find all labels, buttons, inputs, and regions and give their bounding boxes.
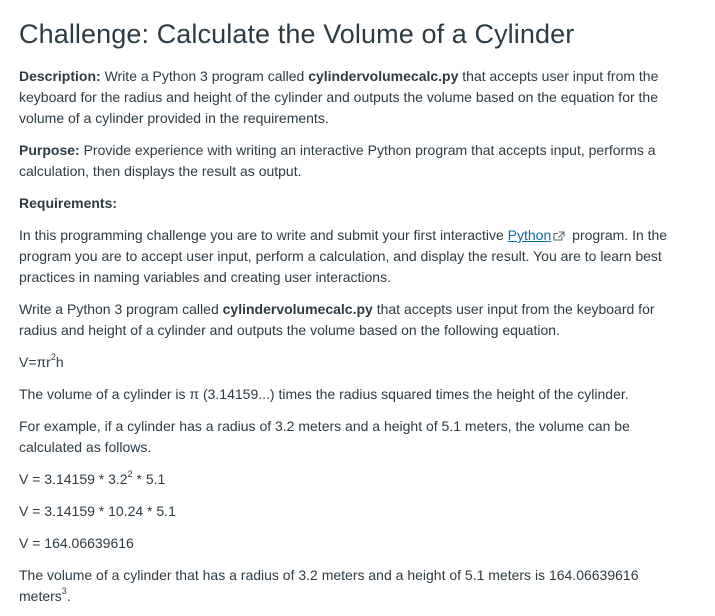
- description-paragraph: Description: Write a Python 3 program called cylindervolumecalc.py that accepts user input from the keyboard for the radius and height of the cylinder and outputs the volume based on the equation for the volume of a cylinder provided in the requirements.: [19, 68, 659, 126]
- requirements-intro-paragraph: In this programming challenge you are to write and submit your first interactive Python program. In the program you are to accept user input, perform a calculation, and display the result. You are to learn best practices in naming variables and creating user interactions.: [19, 227, 668, 285]
- calculation-step-1: $V = 3.14159 * 3.2^2 * 5.1$: [19, 469, 166, 487]
- description-filename: cylindervolumecalc.py: [308, 68, 459, 84]
- program-filename: cylindervolumecalc.py: [222, 301, 373, 317]
- description-label: Description:: [19, 68, 101, 84]
- example-intro-paragraph: For example, if a cylinder has a radius of 3.2 meters and a height of 5.1 meters, the volume can be calculated as follows.: [19, 418, 630, 455]
- explanation-paragraph: The volume of a cylinder is π (3.14159...) times the radius squared times the height of the cylinder.: [19, 386, 629, 402]
- calculation-step-2: V = 3.14159 * 10.24 * 5.1: [19, 503, 176, 519]
- requirements-heading: Requirements:: [19, 195, 118, 211]
- purpose-paragraph: Purpose: Provide experience with writing an interactive Python program that accepts input, performs a calculation, then displays the result as output.: [19, 142, 656, 179]
- program-paragraph: Write a Python 3 program called cylindervolumecalc.py that accepts user input from the keyboard for radius and height of a cylinder and outputs the volume based on the following equation.: [19, 301, 655, 338]
- conclusion-paragraph: The volume of a cylinder that has a radius of 3.2 meters and a height of 5.1 meters is 164.06639616 meters$^3$.: [19, 567, 639, 604]
- calculation-step-3: V = 164.06639616: [19, 535, 134, 551]
- page-title: Challenge: Calculate the Volume of a Cylinder: [19, 19, 575, 49]
- external-link-icon: [553, 231, 565, 241]
- python-link[interactable]: Python: [507, 227, 552, 243]
- equation: $V=\pi r^2h$: [19, 352, 64, 370]
- purpose-label: Purpose:: [19, 142, 80, 158]
